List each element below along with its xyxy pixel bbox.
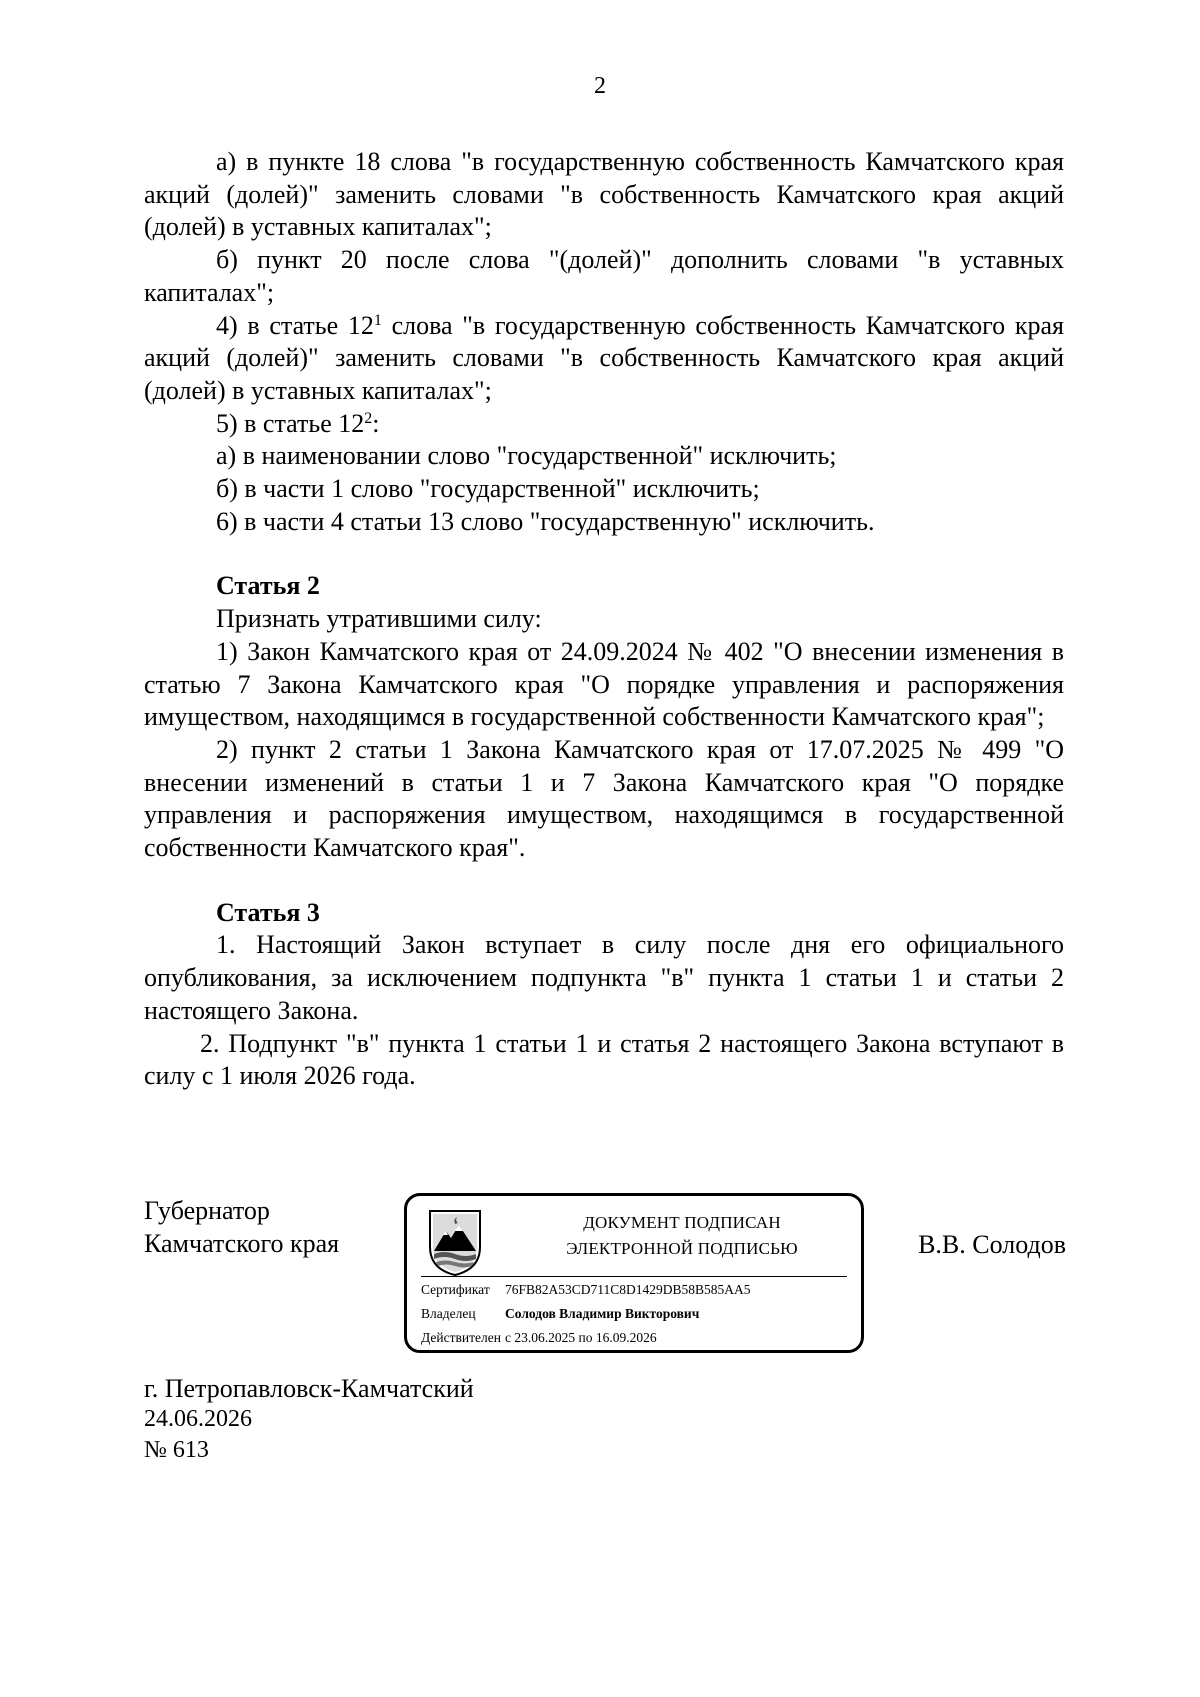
certificate-label: Сертификат [421,1282,490,1297]
page-number: 2 [594,73,606,99]
article-2-heading: Статья 2 [216,571,320,601]
stamp-title-line-1: ДОКУМЕНТ ПОДПИСАН [583,1213,781,1232]
paragraph-4 [144,310,1064,408]
article-3-item-1: 1. Настоящий Закон вступает в силу после дня его официального опубликования, за исключением подпункта "в" пункта 1 статьи 1 и статьи 2 настоящего Закона. [144,930,1064,1025]
electronic-signature-stamp [404,1193,864,1353]
validity-label: Действителен [421,1330,501,1345]
article-3-item-2: 2. Подпункт "в" пункта 1 статьи 1 и статья 2 настоящего Закона вступают в силу с 1 июля 2026 года. [144,1028,1064,1091]
stamp-owner-row [421,1306,699,1322]
document-date: 24.06.2026 [144,1406,252,1432]
owner-value: Солодов Владимир Викторович [505,1306,700,1321]
paragraph-4-start: 4) в статье 12 [216,310,374,340]
certificate-value: 76FB82A53CD711C8D1429DB58B585AA5 [505,1282,751,1297]
paragraph-a-name: а) в наименовании слово "государственной" исключить; [216,441,837,471]
paragraph-5-end: : [372,408,380,438]
stamp-certificate-row [421,1282,751,1298]
superscript: 1 [373,311,382,329]
signatory-name: В.В. Солодов [918,1230,1066,1259]
document-body [144,146,1064,1093]
article-2-intro: Признать утратившими силу: [216,604,542,634]
position-line-1: Губернатор [144,1196,270,1225]
stamp-title-line-2: ЭЛЕКТРОННОЙ ПОДПИСЬЮ [566,1239,798,1258]
kamchatka-coat-of-arms-icon [424,1207,486,1277]
position-line-2: Камчатского края [144,1229,340,1258]
stamp-title [517,1210,847,1262]
stamp-validity-row [421,1330,657,1346]
paragraph-6: 6) в части 4 статьи 13 слово "государственную" исключить. [216,506,875,536]
paragraph-4-end: слова "в государственную собственность Камчатского края акций (долей)" заменить словами "в собственность Камчатского края акций (долей) в уставных капиталах"; [144,310,1065,405]
signatory-position [144,1194,339,1260]
article-3-heading: Статья 3 [216,897,320,927]
paragraph-5 [144,408,1064,441]
stamp-divider [421,1276,847,1277]
document-place-date-number [144,1373,474,1466]
owner-label: Владелец [421,1306,476,1321]
validity-value: с 23.06.2025 по 16.09.2026 [505,1330,657,1345]
article-2-item-2: 2) пункт 2 статьи 1 Закона Камчатского края от 17.07.2025 № 499 "О внесении изменений в статьи 1 и 7 Закона Камчатского края "О порядке управления и распоряжения имуществом, находящимся в государственной собственности Камчатского края". [144,734,1064,863]
paragraph-5-start: 5) в статье 12 [216,408,365,438]
document-number: № 613 [144,1437,209,1463]
paragraph-a-18: а) в пункте 18 слова "в государственную собственность Камчатского края акций (долей)" заменить словами "в собственность Камчатского края акций (долей) в уставных капиталах"; [144,147,1064,242]
paragraph-b-part1: б) в части 1 слово "государственной" исключить; [216,474,760,504]
article-2-item-1: 1) Закон Камчатского края от 24.09.2024 № 402 "О внесении изменения в статью 7 Закона Камчатского края "О порядке управления и распоряжения имуществом, находящимся в государственной собственности Камчатского края"; [144,636,1064,732]
paragraph-b-20: б) пункт 20 после слова "(долей)" дополнить словами "в уставных капиталах"; [144,245,1064,307]
superscript: 2 [364,409,373,427]
city: г. Петропавловск-Камчатский [144,1374,474,1403]
